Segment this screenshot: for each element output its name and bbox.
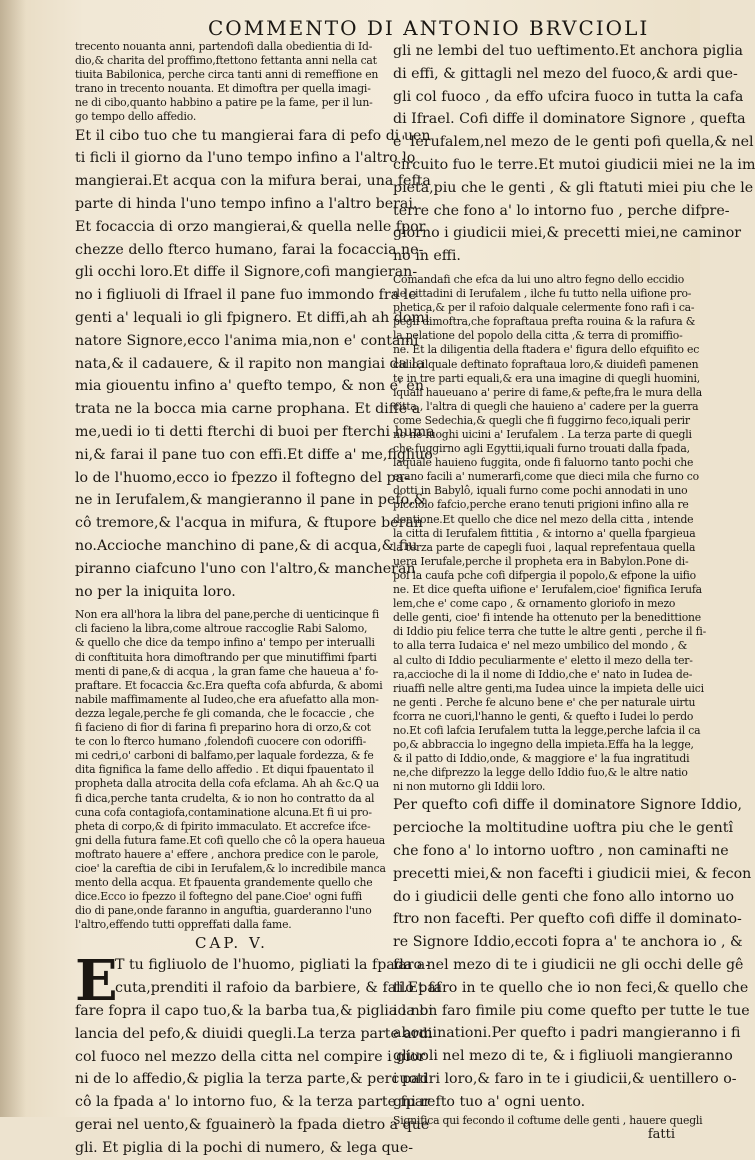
text-line: no in effi. bbox=[393, 248, 461, 265]
text-line: al culto di Iddio peculiarmente e' eletto il mezo della ter- bbox=[393, 653, 693, 667]
text-line: ti ficli il giorno da l'uno tempo infino a l'altro lo bbox=[75, 150, 416, 167]
text-line: ni de lo affedio,& piglia la terza parte,& percuoti bbox=[75, 1071, 428, 1088]
text-line: dio di pane,onde faranno in anguftia, guarderanno l'uno bbox=[75, 904, 372, 918]
text-line: i padri loro,& faro in te i giudicii,& uentillero o- bbox=[393, 1071, 737, 1087]
text-line: cioe' la careftia de cibi in Ierufalem,& lo incredibile manca bbox=[75, 861, 386, 875]
text-line: dentione.Et quello che dice nel mezo della citta , intende bbox=[393, 512, 694, 526]
text-line: la terza parte de capegli fuoi , laqual reprefentaua quella bbox=[393, 540, 696, 554]
text-line: dotti in Babylô, iquali furno come pochi annodati in uno bbox=[393, 484, 688, 498]
text-line: cô tremore,& l'acqua in mifura, & ftupore beran bbox=[75, 515, 423, 532]
text-line: di Iddio piu felice terra che tutte le altre genti , perche il fi- bbox=[393, 625, 707, 639]
text-line: terre che fono a' lo intorno fuo , perche difpre- bbox=[393, 202, 730, 219]
commentary-last-line: Significa qui fecondo il coftume delle genti , hauere quegli bbox=[393, 1113, 703, 1127]
text-line: lo de l'huomo,ecco io fpezzo il foftegno del pa- bbox=[75, 469, 409, 486]
text-line: ne. Et la diligentia della ftadera e' figura dello efquifito ec bbox=[393, 343, 700, 357]
text-line: ne di cibo,quanto habbino a patire pe la fame, per il lun- bbox=[75, 96, 373, 110]
text-line: te in tre parti equali,& era una imagine di quegli huomini, bbox=[393, 371, 701, 385]
text-line: che fuggirno agli Egyttii,iquali furno trouati dalla fpada, bbox=[393, 442, 690, 456]
text-line: poi la caufa pche cofi difpergia il popolo,& efpone la uifio bbox=[393, 568, 696, 582]
text-line: mento della acqua. Et fpauenta grandemente quello che bbox=[75, 876, 373, 890]
text-line: delle genti, cioe' fi intende ha ottenuto per la benedittione bbox=[393, 611, 702, 625]
text-line: no i figliuoli di Ifrael il pane fuo immondo fra le bbox=[75, 287, 417, 304]
text-line: giorno i giudicii miei,& precetti miei,ne caminor bbox=[393, 225, 742, 242]
text-line: natore Signore,ecco l'anima mia,non e' contami bbox=[75, 332, 419, 349]
text-line: genti a' lequali io gli fpignero. Et diffi,ah ah domi bbox=[75, 309, 430, 326]
text-line: ne genti . Perche fe alcuno bene e' che per naturale uirtu bbox=[393, 695, 696, 709]
text-line: cô la fpada a' lo intorno fuo, & la terza parte fpar bbox=[75, 1094, 431, 1111]
text-line: ni,& farai il pane tuo con effi.Et diffe a' me,figliuo bbox=[75, 446, 433, 463]
text-line: me,uedi io ti detti fterchi di buoi per fterchi huma bbox=[75, 423, 435, 440]
text-line: ftro non facefti. Per quefto cofi diffe il dominato- bbox=[393, 911, 742, 928]
text-line: mi cedri,o' carboni di balfamo,per laquale fordezza, & fe bbox=[75, 749, 374, 763]
text-line: Per quefto cofi diffe il dominatore Signore Iddio, bbox=[393, 797, 743, 814]
text-line: re Signore Iddio,eccoti fopra a' te anchora io , & bbox=[393, 934, 743, 951]
text-line: gli col fuoco , da effo ufcira fuoco in tutta la cafa bbox=[393, 88, 744, 105]
text-line: ne in Ierufalem,& mangieranno il pane in pefo,& bbox=[75, 492, 427, 509]
text-line: di conftituita hora dimoftrando per que minutiffimi fparti bbox=[75, 650, 377, 664]
text-line: trano in trecento nouanta. Et dimoftra per quella imagi- bbox=[75, 82, 371, 96]
text-line: menti di pane,& di acqua , la gran fame che haueua a' fo- bbox=[75, 664, 379, 678]
text-line: abominationi.Per quefto i padri mangieranno i fi bbox=[393, 1025, 741, 1042]
catchword: fatti bbox=[647, 1126, 675, 1142]
text-line: che fono a' lo intorno uoftro , non caminafti ne bbox=[393, 843, 729, 860]
text-line: & quello che dice da tempo infino a' tempo per interualli bbox=[75, 636, 375, 650]
text-line: chezze dello fterco humano, farai la focaccia ne- bbox=[75, 241, 424, 258]
text-line: Et focaccia di orzo mangierai,& quella nelle fpor bbox=[75, 218, 426, 235]
text-line: citta , l'altra di quegli che hauieno a' cadere per la guerra bbox=[393, 399, 699, 413]
left-commentary bbox=[75, 608, 388, 932]
text-line: nabile maffimamente al Iudeo,che era afuefatto alla mon- bbox=[75, 692, 379, 706]
running-head: COMMENTO DI ANTONIO BRVCIOLI bbox=[208, 16, 650, 40]
text-line: ni non mutorno gli Iddii loro. bbox=[393, 780, 546, 794]
text-line: moftrato hauere a' effere , anchora predice con le parole, bbox=[75, 847, 379, 861]
text-line: trata ne la bocca mia carne prophana. Et diffe a bbox=[75, 401, 421, 418]
text-line: do i giudicii delle genti che fono allo intorno uo bbox=[393, 888, 735, 905]
right-bottom-scripture bbox=[393, 794, 752, 1113]
text-line: nata,& il cadauere, & il rapito non mangiai da la bbox=[75, 355, 425, 372]
right-top-scripture bbox=[393, 40, 755, 268]
text-line: dio,& charita del proffimo,ftettono fettanta anni nella cat bbox=[75, 54, 377, 68]
chapter-text bbox=[75, 948, 442, 1159]
text-line: de cittadini di Ierufalem , ilche fu tutto nella uifione pro- bbox=[393, 287, 692, 301]
left-top-commentary bbox=[75, 40, 388, 125]
text-line: gni refto tuo a' ogni uento. bbox=[393, 1093, 586, 1110]
text-line: cidio,ilquale deftinato fopraftaua loro,& diuidefi pamenen bbox=[393, 357, 699, 371]
text-line: di effi, & gittagli nel mezo del fuoco,& ardi que- bbox=[393, 65, 738, 82]
text-line: laquale hauieno fuggita, onde fi faluorno tanto pochi che bbox=[393, 456, 694, 470]
text-line: Non era all'hora la libra del pane,perche di uenticinque fi bbox=[75, 608, 379, 622]
text-line: piranno ciafcuno l'uno con l'altro,& mancheran bbox=[75, 560, 416, 577]
text-line: cuna cofa contagiofa,contaminatione alcuna.Et fi ui pro- bbox=[75, 805, 372, 819]
text-line: no per la iniquita loro. bbox=[75, 583, 236, 600]
text-line: precetti miei,& non facefti i giudicii miei, & fecon bbox=[393, 865, 752, 882]
text-line: fare fopra il capo tuo,& la barba tua,& piglia la bi bbox=[75, 1003, 433, 1020]
text-line: T tu figliuolo de l'huomo, pigliati la fpada a- bbox=[115, 957, 431, 974]
text-line: ra,accioche di la il nome di Iddio,che e' nato in Iudea de- bbox=[393, 667, 693, 681]
text-line: parte di hinda l'uno tempo infino a l'altro berai. bbox=[75, 195, 418, 212]
text-line: gerai nel uento,& fguainerò la fpada dietro a que bbox=[75, 1117, 430, 1134]
text-line: gni della futura fame.Et cofi quello che cô la opera haueua bbox=[75, 833, 386, 847]
text-line: erano facili a' numerarfi,come que dieci mila che furno co bbox=[393, 470, 699, 484]
text-line: di Ifrael. Cofi diffe il dominatore Signore , quefta bbox=[393, 111, 746, 128]
text-line: ti.Et faro in te quello che io non feci,& quello che bbox=[393, 979, 749, 996]
text-line: trecento nouanta anni, partendofi dalla obedientia di Id- bbox=[75, 40, 373, 53]
chapter-heading: CAP. V. bbox=[195, 934, 268, 953]
text-line: ne,che difprezzo la legge dello Iddio fuo,& le altre natio bbox=[393, 766, 688, 780]
text-line: no.Accioche manchino di pane,& di acqua,& fiu bbox=[75, 537, 418, 554]
text-line: pieta,piu che le genti , & gli ftatuti miei piu che le bbox=[393, 179, 754, 196]
text-line: gliuoli nel mezo di te, & i figliuoli mangieranno bbox=[393, 1048, 733, 1065]
text-line: l'altro,effendo tutti oppreffati dalla fame. bbox=[75, 918, 292, 932]
text-line: cli facieno la libra,come altroue raccoglie Rabi Salomo, bbox=[75, 622, 368, 636]
text-line: iquali haueuano a' perire di fame,& pefte,fra le mura della bbox=[393, 385, 702, 399]
text-line: & il patto di Iddio,onde, & maggiore e' la fua ingratitudi bbox=[393, 752, 690, 766]
text-line: ne. Et dice quefta uifione e' Ierufalem,cioe' fignifica Ierufa bbox=[393, 583, 702, 597]
text-line: go tempo dello affedio. bbox=[75, 110, 197, 124]
text-line: lem,che e' come capo , & ornamento gloriofo in mezo bbox=[393, 597, 676, 611]
text-line: mia giouentu infino a' quefto tempo, & non e' en bbox=[75, 378, 424, 395]
text-line: te con lo fterco humano ,folendofi cuocere con odoriffi- bbox=[75, 735, 367, 749]
text-line: gli ne lembi del tuo ueftimento.Et anchora piglia bbox=[393, 43, 743, 59]
text-line: lancia del pefo,& diuidi quegli.La terza parte ardi bbox=[75, 1025, 433, 1042]
text-line: mangierai.Et acqua con la mifura berai, una fefta bbox=[75, 173, 431, 190]
text-line: pheta di corpo,& di fpirito immaculato. Et accrefce ifce- bbox=[75, 819, 371, 833]
text-line: faro nel mezo di te i giudicii ne gli occhi delle gê bbox=[393, 957, 744, 974]
text-line: gli. Et piglia di la pochi di numero, & lega que- bbox=[75, 1139, 414, 1156]
text-line: uera Ierufale,perche il propheta era in Babylon.Pone di- bbox=[393, 554, 689, 568]
text-line: dita fignifica la fame dello affedio . Et diqui fpauentato il bbox=[75, 763, 374, 777]
text-line: phetica,& per il rafoio dalquale celermente fono rafi i ca- bbox=[393, 301, 695, 315]
text-line: fi dica,perche tanta crudelta, & io non ho contratto da al bbox=[75, 791, 375, 805]
text-line: come Sedechia,& quegli che fi fuggirno feco,iquali perir bbox=[393, 413, 690, 427]
text-line: pegli dimoftra,che fopraftaua prefta rouina & la rafura & bbox=[393, 315, 696, 329]
right-column bbox=[393, 40, 755, 1142]
text-line: dezza legale,perche fe gli comanda, che le focaccie , che bbox=[75, 706, 375, 720]
text-line: io non faro fimile piu come quefto per tutte le tue bbox=[393, 1002, 750, 1019]
text-line: col fuoco nel mezzo della citta nel compire i gior bbox=[75, 1048, 426, 1065]
text-line: dice.Ecco io fpezzo il foftegno del pane.Cioe' ogni fuffi bbox=[75, 890, 363, 904]
text-line: circuito fuo le terre.Et mutoi giudicii miei ne la im bbox=[393, 156, 755, 173]
text-line: propheta dalla atrocita della cofa efclama. Ah ah &c.Q ua bbox=[75, 777, 380, 791]
text-line: fi facieno di fior di farina fi preparino hora di orzo,& cot bbox=[75, 721, 371, 735]
text-line: gli occhi loro.Et diffe il Signore,cofi mangieran- bbox=[75, 264, 418, 281]
text-line: no.Et cofi lafcia Ierufalem tutta la legge,perche lafcia il ca bbox=[393, 723, 701, 737]
text-line: la pelatione del popolo della citta ,& terra di promiffio- bbox=[393, 329, 683, 343]
text-line: percioche la moltitudine uoftra piu che le gentî bbox=[393, 820, 733, 837]
text-line: Comandafi che efca da lui uno altro fegno dello eccidio bbox=[393, 272, 685, 286]
text-line: tiuita Babilonica, perche circa tanti anni di remeffione en bbox=[75, 68, 379, 82]
text-line: po,& abbraccia lo ingegno della impieta.Effa ha la legge, bbox=[393, 738, 694, 752]
drop-cap: E bbox=[75, 948, 118, 1015]
text-line: la citta di Ierufalem fittitia , & intorno a' quella fpargieua bbox=[393, 526, 696, 540]
text-line: to alla terra Iudaica e' nel mezo umbilico del mondo , & bbox=[393, 639, 688, 653]
text-line: fcorra ne cuori,l'hanno le genti, & quefto i Iudei lo perdo bbox=[393, 709, 694, 723]
text-line: cuta,prenditi il rafoio da barbiere, & fallo paf bbox=[115, 980, 442, 997]
text-line: e' Ierufalem,nel mezo de le genti pofi quella,& nel bbox=[393, 134, 754, 151]
right-commentary bbox=[393, 272, 707, 794]
text-line: no ne luoghi uicini a' Ierufalem . La terza parte di quegli bbox=[393, 428, 692, 441]
text-line: picciolo fafcio,perche erano tenuti prigioni infino alla re bbox=[393, 498, 689, 512]
text-line: Et il cibo tuo che tu mangierai fara di pefo di uen bbox=[75, 127, 431, 144]
text-line: praftare. Et focaccia &c.Era quefta cofa abfurda, & abomi bbox=[75, 678, 383, 692]
text-line: riuaffi nelle altre genti,ma Iudea uince la impieta delle uici bbox=[393, 681, 704, 695]
